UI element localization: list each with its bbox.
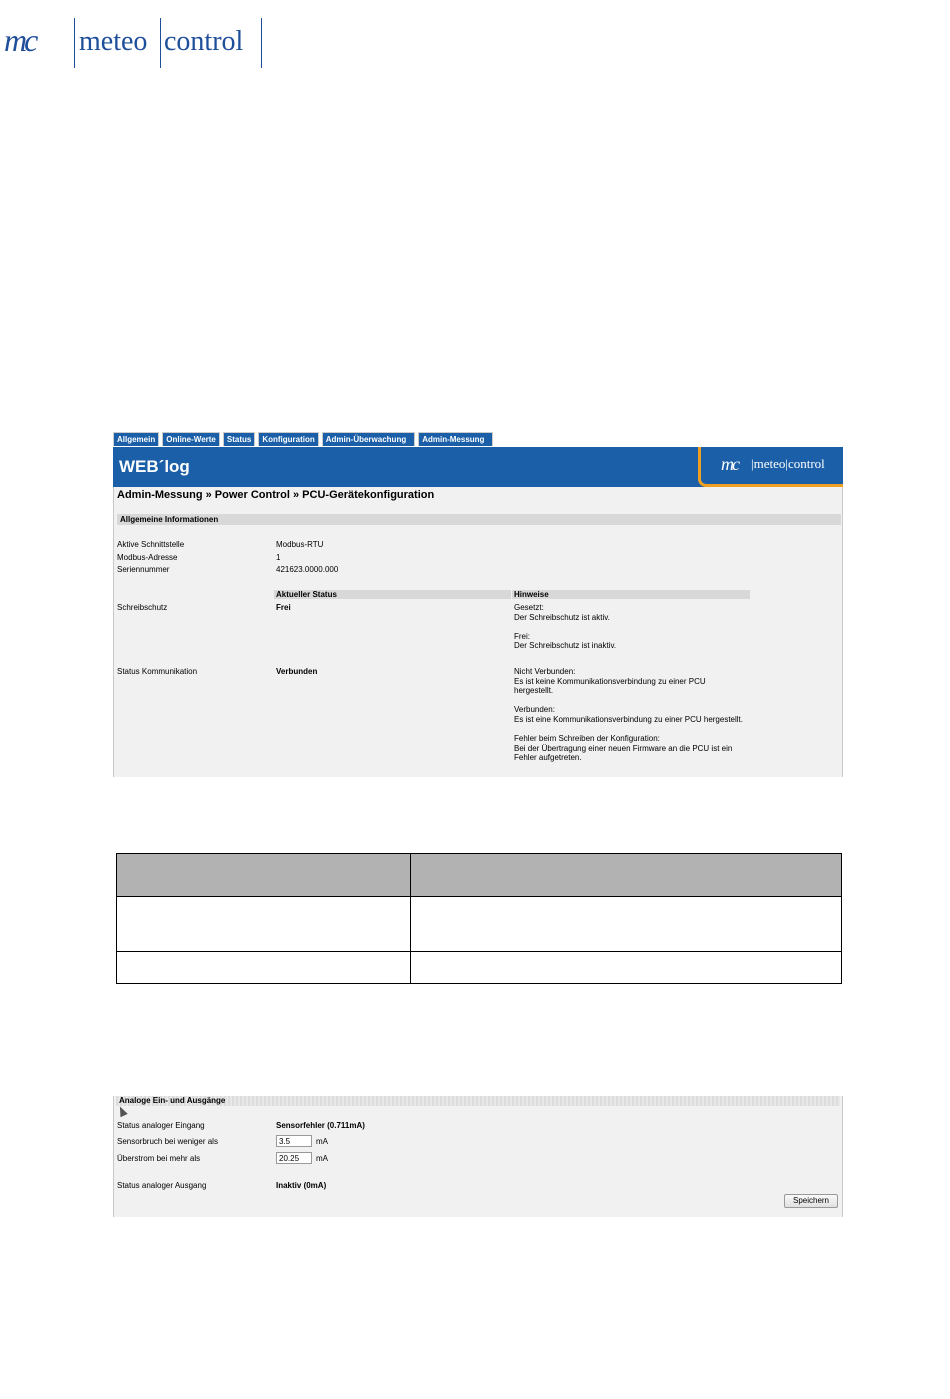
row-status: Verbunden	[276, 667, 318, 676]
row-hints	[514, 603, 616, 651]
hint-line: Frei:	[514, 631, 530, 641]
sensor-break-input[interactable]: 3.5	[276, 1135, 312, 1147]
status-input-label: Status analoger Eingang	[117, 1121, 205, 1130]
row-status: Frei	[276, 603, 291, 612]
logo-word-control: control	[164, 26, 244, 57]
tab-admin-messung[interactable]: Admin-Messung	[418, 432, 493, 446]
table-header-cell	[411, 854, 842, 897]
mouse-cursor-icon	[116, 1105, 127, 1117]
table-row	[117, 952, 842, 984]
hint-line	[514, 725, 743, 735]
table-header-row	[117, 854, 842, 897]
hint-line: Der Schreibschutz ist aktiv.	[514, 612, 610, 622]
status-input-value: Sensorfehler (0.711mA)	[276, 1121, 365, 1130]
app-title: WEB´log	[119, 457, 190, 476]
logo-divider	[160, 18, 161, 68]
table-row	[117, 897, 842, 952]
table-cell	[117, 952, 411, 984]
hint-line: Verbunden:	[514, 705, 555, 715]
table-cell	[411, 897, 842, 952]
hint-line: Fehler beim Schreiben der Konfiguration:	[514, 734, 660, 744]
row-label: Status Kommunikation	[117, 667, 198, 676]
info-label: Seriennummer	[117, 565, 170, 574]
hint-line: Nicht Verbunden:	[514, 667, 576, 676]
row-hints	[514, 667, 743, 763]
overcurrent-label: Überstrom bei mehr als	[117, 1154, 201, 1163]
info-label: Modbus-Adresse	[117, 553, 178, 562]
status-output-label: Status analoger Ausgang	[117, 1181, 207, 1190]
hint-line: Bei der Übertragung einer neuen Firmware an die PCU ist ein	[514, 743, 733, 753]
table-cell	[117, 897, 411, 952]
sensor-break-unit: mA	[316, 1137, 328, 1146]
sensor-break-label: Sensorbruch bei weniger als	[117, 1137, 218, 1146]
table-cell	[411, 952, 842, 984]
hint-line: Der Schreibschutz ist inaktiv.	[514, 641, 617, 651]
tab-konfiguration[interactable]: Konfiguration	[258, 432, 318, 446]
header-logo-mark: mc	[721, 454, 738, 474]
logo-word-meteo: meteo	[79, 26, 148, 57]
tab-allgemein[interactable]: Allgemein	[113, 432, 159, 446]
hint-line: Es ist eine Kommunikationsverbindung zu einer PCU hergestellt.	[514, 714, 744, 724]
mc-logo-mark: mc	[4, 22, 36, 58]
status-output-value: Inaktiv (0mA)	[276, 1181, 327, 1190]
section-header: Allgemeine Informationen	[117, 514, 841, 525]
pcu-config-screenshot	[113, 432, 843, 777]
logo-divider	[74, 18, 75, 68]
hint-line: hergestellt.	[514, 686, 554, 696]
row-label: Schreibschutz	[117, 603, 168, 612]
column-header-status: Aktueller Status	[274, 590, 511, 599]
overcurrent-input[interactable]: 20.25	[276, 1152, 312, 1164]
breadcrumb: Admin-Messung » Power Control » PCU-Gerätekonfiguration	[117, 489, 435, 501]
hint-line: Fehler aufgetreten.	[514, 753, 582, 763]
info-label: Aktive Schnittstelle	[117, 540, 185, 549]
empty-table	[116, 853, 842, 984]
info-value: Modbus-RTU	[276, 540, 324, 549]
hint-line	[514, 696, 743, 706]
column-header-hints: Hinweise	[512, 590, 750, 599]
header-logo	[698, 447, 843, 487]
tab-admin-ueberwachung[interactable]: Admin-Überwachung	[322, 432, 415, 446]
table-header-cell	[117, 854, 411, 897]
app-header	[113, 447, 843, 487]
header-logo-text: |meteo|control	[751, 456, 825, 471]
hint-line: Gesetzt:	[514, 603, 544, 612]
overcurrent-unit: mA	[316, 1154, 328, 1163]
analog-io-screenshot	[113, 1096, 843, 1217]
info-value: 421623.0000.000	[276, 565, 339, 574]
tab-status[interactable]: Status	[223, 432, 255, 446]
tab-online-werte[interactable]: Online-Werte	[162, 432, 220, 446]
logo-divider	[261, 18, 262, 68]
hint-line	[514, 622, 616, 632]
tab-bar	[113, 432, 496, 446]
section-header: Analoge Ein- und Ausgänge	[116, 1096, 840, 1106]
info-value: 1	[276, 553, 281, 562]
save-button[interactable]: Speichern	[784, 1194, 838, 1208]
hint-line: Es ist keine Kommunikationsverbindung zu einer PCU	[514, 676, 706, 686]
content-panel	[113, 487, 843, 777]
